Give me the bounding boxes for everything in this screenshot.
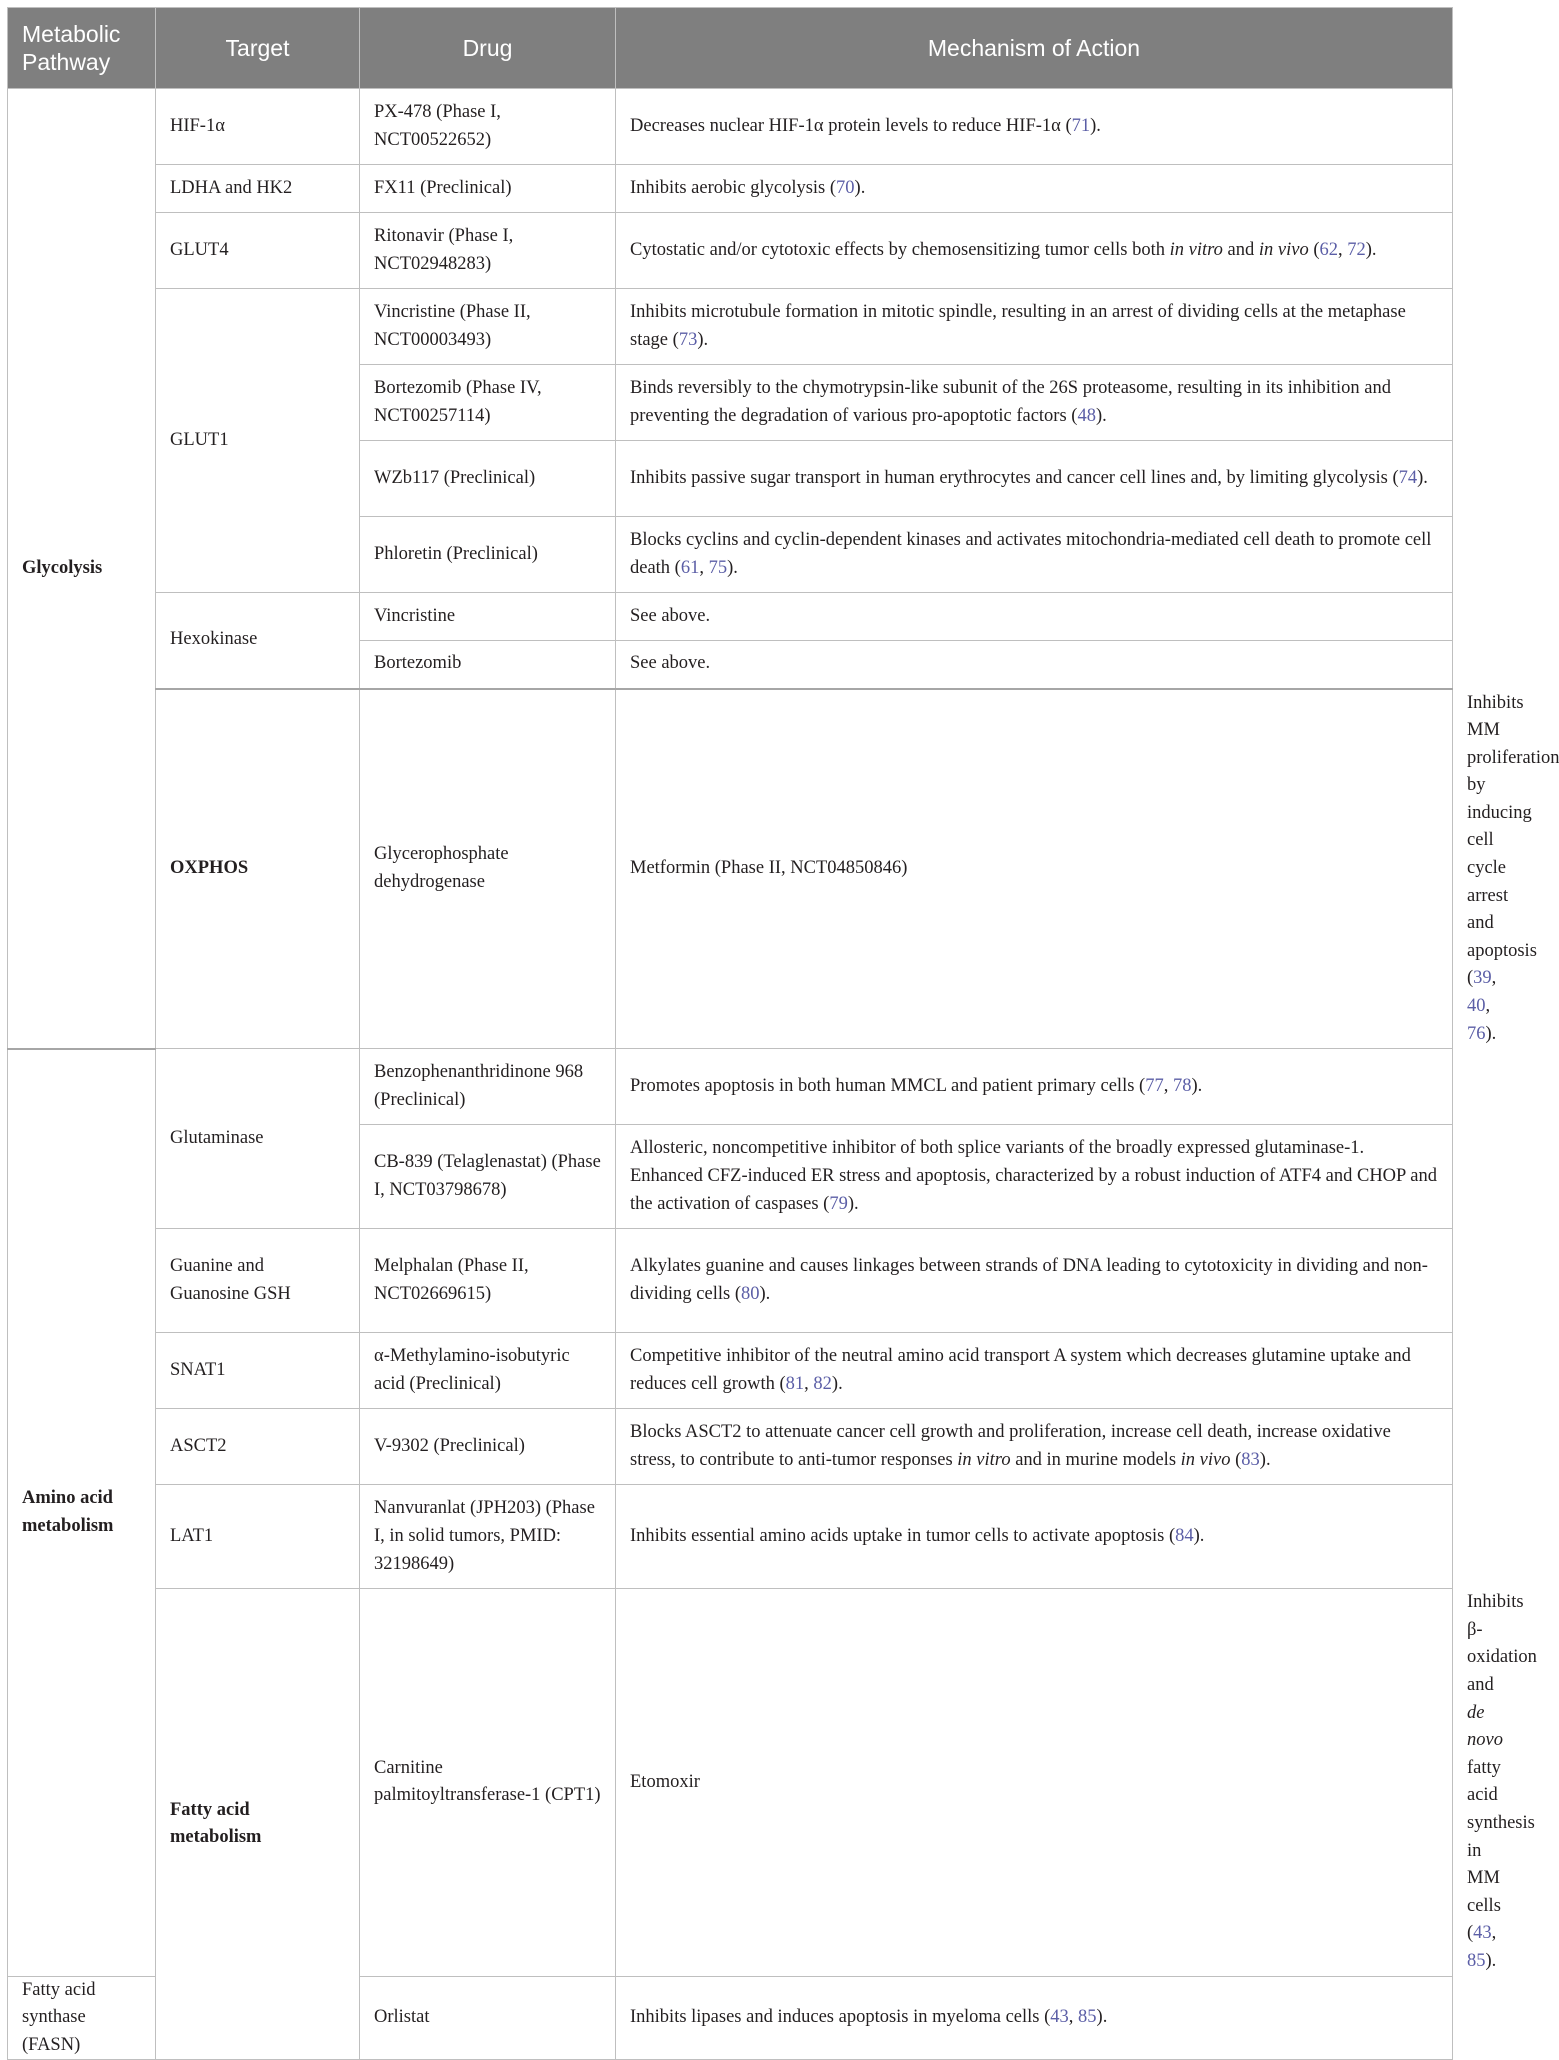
mechanism-text: Competitive inhibitor of the neutral amino acid transport A system which decreases glutamine uptake and reduces cell growth ( [630,1346,1411,1394]
target-cell: LAT1 [156,1485,360,1589]
pathway-oxphos: OXPHOS [156,689,360,1049]
reference-link[interactable]: 62 [1319,239,1339,260]
table-row [8,1589,1453,1976]
target-cell: Fatty acid synthase (FASN) [8,1976,156,2060]
mechanism-italic: in vitro [1169,239,1223,260]
mechanism-text: Inhibits essential amino acids uptake in tumor cells to activate apoptosis ( [630,1525,1176,1546]
pathway-fatty-acid: Fatty acid metabolism [156,1589,360,2060]
reference-link[interactable]: 80 [740,1283,760,1304]
mechanism-italic: de novo [1467,1702,1503,1751]
target-cell: Guanine and Guanosine GSH [156,1229,360,1333]
mechanism-cell [616,1976,1453,2060]
mechanism-text: Blocks cyclins and cyclin-dependent kinases and activates mitochondria-mediated cell death to promote cell death ( [630,529,1432,578]
mechanism-text: ( [1308,239,1320,260]
mechanism-text: ). [1365,239,1377,260]
drug-cell: Etomoxir [616,1589,1453,1976]
mechanism-text: ). [1485,1023,1497,1044]
mechanism-text: , [1163,1075,1173,1096]
target-cell: Hexokinase [156,593,360,689]
mechanism-cell [616,213,1453,289]
mechanism-text: ). [1259,1449,1271,1470]
mechanism-cell [616,165,1453,213]
target-cell: ASCT2 [156,1409,360,1485]
target-cell: Glycerophosphate dehydrogenase [360,689,616,1049]
mechanism-cell [616,1485,1453,1589]
mechanism-text: Binds reversibly to the chymotrypsin-like subunit of the 26S proteasome, resulting in its inhibition and preventing the degradation of various pro-apoptotic factors ( [630,377,1391,426]
mechanism-text: and [1222,239,1259,260]
table-body [8,89,1559,2060]
reference-link[interactable]: 61 [680,557,700,578]
mechanism-text: ). [1193,1525,1205,1546]
mechanism-text: , [1491,968,1497,989]
drug-cell: Metformin (Phase II, NCT04850846) [616,689,1453,1049]
header-target: Target [156,8,360,89]
mechanism-cell [616,1049,1453,1125]
mechanism-text: ). [759,1283,771,1304]
reference-link[interactable]: 83 [1241,1449,1260,1470]
mechanism-text: Allosteric, noncompetitive inhibitor of both splice variants of the broadly expressed glutaminase-1. Enhanced CFZ-induced ER stress and apoptosis, characterized by a robust induction of ATF4 and CHOP and the activation of caspases ( [630,1138,1437,1214]
reference-link[interactable]: 43 [1473,1923,1492,1944]
mechanism-text: ( [1230,1449,1242,1470]
mechanism-cell [616,1409,1453,1485]
table-row [8,89,1453,165]
drug-cell: PX-478 (Phase I, NCT00522652) [360,89,616,165]
table-row [8,1229,1453,1333]
drug-cell: Bortezomib [360,641,616,689]
reference-link[interactable]: 85 [1078,2007,1097,2028]
mechanism-cell: See above. [616,641,1453,689]
mechanism-text: ). [1095,405,1107,426]
mechanism-text: Alkylates guanine and causes linkages between strands of DNA leading to cytotoxicity in dividing and non-dividing cells ( [630,1256,1428,1304]
reference-link[interactable]: 71 [1071,115,1091,136]
mechanism-text: Decreases nuclear HIF-1α protein levels to reduce HIF-1α ( [630,115,1072,136]
drug-cell: Bortezomib (Phase IV, NCT00257114) [360,365,616,441]
mechanism-text: ). [1090,115,1101,136]
mechanism-text: Inhibits lipases and induces apoptosis in myeloma cells ( [630,2007,1051,2028]
mechanism-text: Inhibits passive sugar transport in human erythrocytes and cancer cell lines and, by limiting glycolysis ( [630,467,1399,488]
reference-link[interactable]: 74 [1398,467,1418,488]
drug-cell: V-9302 (Preclinical) [360,1409,616,1485]
mechanism-cell [616,89,1453,165]
table-row [8,165,1453,213]
table-row [8,1049,1453,1125]
mechanism-cell [616,289,1453,365]
mechanism-text: ). [847,1193,859,1214]
mechanism-cell [616,1229,1453,1333]
mechanism-text: fatty acid synthesis in MM cells ( [1467,1757,1535,1944]
target-cell: HIF-1α [156,89,360,165]
mechanism-cell: See above. [616,593,1453,641]
header-drug: Drug [360,8,616,89]
reference-link[interactable]: 79 [829,1193,848,1214]
target-cell: LDHA and HK2 [156,165,360,213]
table-row [8,1409,1453,1485]
mechanism-text: Blocks ASCT2 to attenuate cancer cell growth and proliferation, increase cell death, increase oxidative stress, to contribute to anti-tumor responses [630,1422,1391,1470]
drug-cell: Orlistat [360,1976,616,2060]
mechanism-text: ). [831,1373,843,1394]
table-row [8,593,1453,641]
mechanism-italic: in vivo [1180,1449,1231,1470]
mechanism-text: , [699,557,709,578]
mechanism-text: Inhibits β-oxidation and [1467,1592,1537,1695]
header-row [8,8,1453,89]
mechanism-text: , [1338,239,1348,260]
drug-cell: Melphalan (Phase II, NCT02669615) [360,1229,616,1333]
reference-link[interactable]: 39 [1473,968,1492,989]
drug-cell: FX11 (Preclinical) [360,165,616,213]
mechanism-text: ). [854,177,866,198]
mechanism-text: ). [697,329,709,350]
reference-link[interactable]: 40 [1467,996,1486,1017]
target-cell: GLUT4 [156,213,360,289]
mechanism-text: Cytostatic and/or cytotoxic effects by chemosensitizing tumor cells both [630,239,1170,260]
mechanism-cell [616,517,1453,593]
mechanism-text: Promotes apoptosis in both human MMCL and patient primary cells ( [630,1075,1146,1096]
mechanism-text: ). [1417,467,1428,488]
mechanism-text: Inhibits aerobic glycolysis ( [630,177,837,198]
reference-link[interactable]: 81 [785,1373,805,1394]
mechanism-text: ). [1191,1075,1203,1096]
table-header [8,8,1453,89]
mechanism-text: Inhibits microtubule formation in mitotic spindle, resulting in an arrest of dividing cells at the metaphase stage ( [630,301,1406,350]
mechanism-cell [616,1125,1453,1229]
header-metabolic-pathway: Metabolic Pathway [8,8,156,89]
drug-cell: Nanvuranlat (JPH203) (Phase I, in solid tumors, PMID: 32198649) [360,1485,616,1589]
mechanism-text: ). [1096,2007,1108,2028]
reference-link[interactable]: 85 [1467,1950,1486,1971]
drug-cell: WZb117 (Preclinical) [360,441,616,517]
mechanism-cell [616,441,1453,517]
table-row [8,1333,1453,1409]
reference-link[interactable]: 82 [813,1373,832,1394]
mechanism-text: , [1491,1923,1497,1944]
drug-cell: α-Methylamino-isobutyric acid (Preclinical) [360,1333,616,1409]
drug-cell: Vincristine [360,593,616,641]
table-row [8,213,1453,289]
target-cell: GLUT1 [156,289,360,593]
mechanism-text: ). [727,557,738,578]
mechanism-text: and in murine models [1010,1449,1181,1470]
reference-link[interactable]: 73 [678,329,698,350]
table-row [8,689,1453,1049]
mechanism-text: , [1068,2007,1079,2028]
mechanism-text: , [804,1373,814,1394]
mechanism-text: , [1485,996,1491,1017]
target-cell: SNAT1 [156,1333,360,1409]
mechanism-italic: in vivo [1258,239,1309,260]
target-cell: Carnitine palmitoyltransferase-1 (CPT1) [360,1589,616,1976]
reference-link[interactable]: 77 [1145,1075,1164,1096]
drug-cell: CB-839 (Telaglenastat) (Phase I, NCT03798678) [360,1125,616,1229]
reference-link[interactable]: 75 [708,557,728,578]
mechanism-text: ). [1485,1950,1497,1971]
reference-link[interactable]: 76 [1467,1023,1486,1044]
table-row [8,289,1453,365]
mechanism-italic: in vitro [957,1449,1011,1470]
reference-link[interactable]: 43 [1050,2007,1069,2028]
drug-cell: Benzophenanthridinone 968 (Preclinical) [360,1049,616,1125]
reference-link[interactable]: 84 [1175,1525,1194,1546]
drug-cell: Ritonavir (Phase I, NCT02948283) [360,213,616,289]
pathway-glycolysis: Glycolysis [8,89,156,1049]
mechanism-cell [616,1333,1453,1409]
metabolic-drug-table [7,7,1559,2060]
header-mechanism: Mechanism of Action [616,8,1453,89]
mechanism-text: Inhibits MM proliferation by inducing cell cycle arrest and apoptosis ( [1467,692,1559,989]
reference-link[interactable]: 78 [1172,1075,1192,1096]
drug-cell: Phloretin (Preclinical) [360,517,616,593]
mechanism-cell [616,365,1453,441]
reference-link[interactable]: 70 [836,177,855,198]
table-row [8,1485,1453,1589]
pathway-amino-acid: Amino acid metabolism [8,1049,156,1976]
reference-link[interactable]: 72 [1347,239,1366,260]
reference-link[interactable]: 48 [1077,405,1096,426]
target-cell: Glutaminase [156,1049,360,1229]
drug-cell: Vincristine (Phase II, NCT00003493) [360,289,616,365]
